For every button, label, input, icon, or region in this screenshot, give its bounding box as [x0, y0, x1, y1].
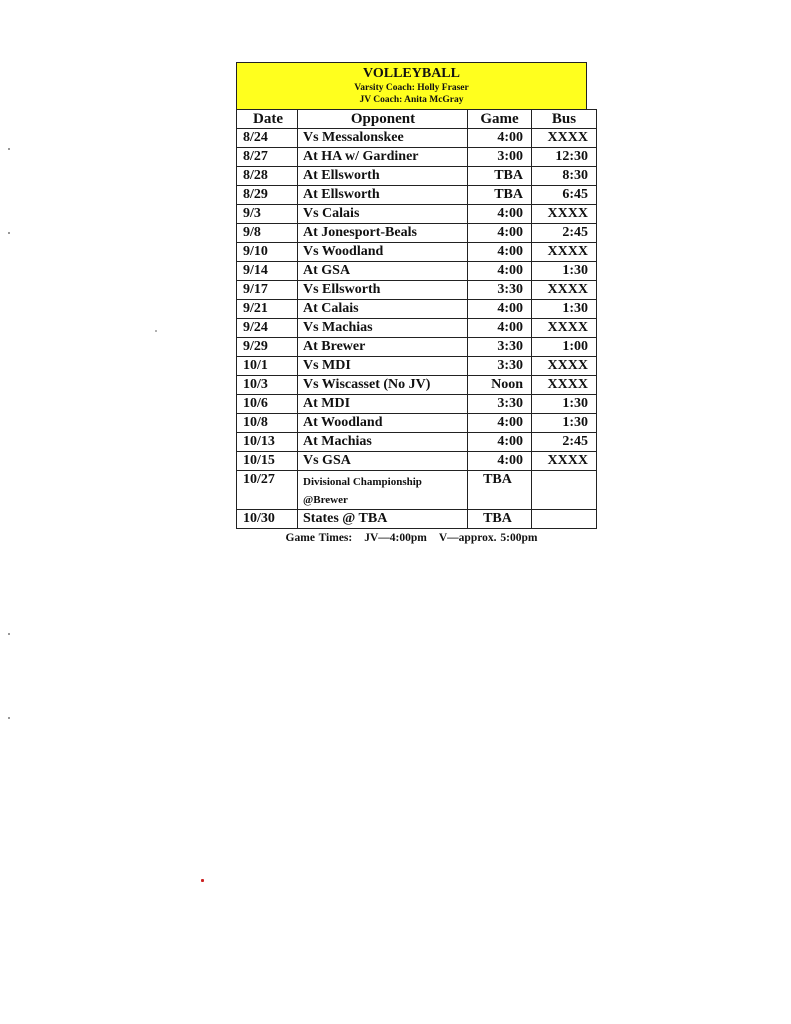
table-row	[237, 376, 597, 395]
opponent-cell: Vs Messalonskee	[298, 129, 468, 148]
opponent-cell: At GSA	[298, 262, 468, 281]
table-row	[237, 471, 597, 510]
special-rows	[237, 471, 597, 529]
date-cell: 10/27	[237, 471, 298, 510]
date-cell: 9/29	[237, 338, 298, 357]
bus-time-cell: 1:30	[532, 300, 597, 319]
bus-time-cell: XXXX	[532, 376, 597, 395]
game-time-cell: 4:00	[468, 452, 532, 471]
table-row	[237, 395, 597, 414]
game-time-cell: 4:00	[468, 224, 532, 243]
opponent-cell: Vs MDI	[298, 357, 468, 376]
opponent-cell: Vs Machias	[298, 319, 468, 338]
scan-speck	[8, 633, 10, 635]
scan-speck	[8, 717, 10, 719]
game-time-cell: TBA	[468, 471, 532, 510]
table-row	[237, 433, 597, 452]
date-cell: 10/6	[237, 395, 298, 414]
date-cell: 9/3	[237, 205, 298, 224]
game-time-cell: 4:00	[468, 262, 532, 281]
date-cell: 9/14	[237, 262, 298, 281]
game-time-cell: 4:00	[468, 319, 532, 338]
schedule-rows	[237, 129, 597, 471]
opponent-cell: At MDI	[298, 395, 468, 414]
bus-time-cell: XXXX	[532, 243, 597, 262]
game-time-cell: 4:00	[468, 129, 532, 148]
game-time-cell: Noon	[468, 376, 532, 395]
table-row	[237, 186, 597, 205]
bus-time-cell: XXXX	[532, 129, 597, 148]
table-row	[237, 281, 597, 300]
opponent-line: Divisional Championship	[303, 476, 422, 488]
opponent-cell: At Jonesport-Beals	[298, 224, 468, 243]
schedule-title: VOLLEYBALL	[363, 66, 460, 81]
date-cell: 10/30	[237, 510, 298, 529]
table-row	[237, 452, 597, 471]
table-row	[237, 243, 597, 262]
game-time-cell: 3:30	[468, 357, 532, 376]
date-cell: 10/1	[237, 357, 298, 376]
bus-time-cell: 8:30	[532, 167, 597, 186]
table-row	[237, 167, 597, 186]
column-header-bus: Bus	[532, 110, 597, 129]
opponent-cell: Vs Wiscasset (No JV)	[298, 376, 468, 395]
opponent-cell: Vs GSA	[298, 452, 468, 471]
bus-time-cell	[532, 510, 597, 529]
date-cell: 9/21	[237, 300, 298, 319]
bus-time-cell: XXXX	[532, 205, 597, 224]
table-row	[237, 148, 597, 167]
bus-time-cell: XXXX	[532, 452, 597, 471]
game-time-cell: TBA	[468, 186, 532, 205]
bus-time-cell: XXXX	[532, 357, 597, 376]
column-header-opponent: Opponent	[298, 110, 468, 129]
game-time-cell: 4:00	[468, 300, 532, 319]
table-row	[237, 224, 597, 243]
table-row	[237, 262, 597, 281]
opponent-cell: At Brewer	[298, 338, 468, 357]
opponent-cell: At Woodland	[298, 414, 468, 433]
footer-label: Game Times:	[285, 532, 353, 544]
table-row	[237, 205, 597, 224]
header-row	[237, 110, 597, 129]
game-time-cell: 3:00	[468, 148, 532, 167]
bus-time-cell: XXXX	[532, 319, 597, 338]
date-cell: 10/3	[237, 376, 298, 395]
opponent-cell: States @ TBA	[298, 510, 468, 529]
date-cell: 10/8	[237, 414, 298, 433]
footer-jv-time: JV—4:00pm	[364, 532, 427, 544]
table-row	[237, 338, 597, 357]
opponent-cell: At Ellsworth	[298, 186, 468, 205]
opponent-cell: At Ellsworth	[298, 167, 468, 186]
date-cell: 9/10	[237, 243, 298, 262]
date-cell: 9/8	[237, 224, 298, 243]
bus-time-cell: 6:45	[532, 186, 597, 205]
schedule-sheet	[236, 62, 587, 544]
scan-speck	[155, 330, 157, 332]
date-cell: 10/13	[237, 433, 298, 452]
schedule-header	[236, 62, 587, 109]
date-cell: 8/29	[237, 186, 298, 205]
table-row	[237, 129, 597, 148]
date-cell: 9/17	[237, 281, 298, 300]
bus-time-cell: 12:30	[532, 148, 597, 167]
game-time-cell: 4:00	[468, 414, 532, 433]
date-cell: 8/27	[237, 148, 298, 167]
game-time-cell: 3:30	[468, 338, 532, 357]
bus-time-cell: 1:30	[532, 395, 597, 414]
table-row	[237, 414, 597, 433]
scan-speck	[8, 148, 10, 150]
table-row	[237, 510, 597, 529]
game-time-cell: 4:00	[468, 205, 532, 224]
game-times-footer	[236, 532, 587, 544]
game-time-cell: 4:00	[468, 433, 532, 452]
opponent-cell: At Calais	[298, 300, 468, 319]
game-time-cell: TBA	[468, 510, 532, 529]
opponent-cell: Vs Ellsworth	[298, 281, 468, 300]
bus-time-cell: 2:45	[532, 433, 597, 452]
opponent-cell: Vs Woodland	[298, 243, 468, 262]
date-cell: 8/28	[237, 167, 298, 186]
date-cell: 8/24	[237, 129, 298, 148]
game-time-cell: 3:30	[468, 281, 532, 300]
opponent-cell	[298, 471, 468, 510]
column-header-game: Game	[468, 110, 532, 129]
varsity-coach: Varsity Coach: Holly Fraser	[354, 83, 469, 93]
opponent-cell: At Machias	[298, 433, 468, 452]
opponent-cell: At HA w/ Gardiner	[298, 148, 468, 167]
opponent-line: @Brewer	[303, 494, 348, 506]
game-time-cell: 4:00	[468, 243, 532, 262]
footer-varsity-time: V—approx. 5:00pm	[438, 532, 538, 544]
bus-time-cell: 2:45	[532, 224, 597, 243]
stray-red-mark	[201, 879, 204, 882]
bus-time-cell: XXXX	[532, 281, 597, 300]
table-row	[237, 357, 597, 376]
game-time-cell: TBA	[468, 167, 532, 186]
column-header-date: Date	[237, 110, 298, 129]
date-cell: 9/24	[237, 319, 298, 338]
table-row	[237, 300, 597, 319]
bus-time-cell: 1:30	[532, 414, 597, 433]
scan-speck	[8, 232, 10, 234]
bus-time-cell	[532, 471, 597, 510]
bus-time-cell: 1:00	[532, 338, 597, 357]
bus-time-cell: 1:30	[532, 262, 597, 281]
table-row	[237, 319, 597, 338]
opponent-cell: Vs Calais	[298, 205, 468, 224]
date-cell: 10/15	[237, 452, 298, 471]
jv-coach: JV Coach: Anita McGray	[359, 95, 464, 105]
schedule-table	[236, 109, 597, 529]
game-time-cell: 3:30	[468, 395, 532, 414]
